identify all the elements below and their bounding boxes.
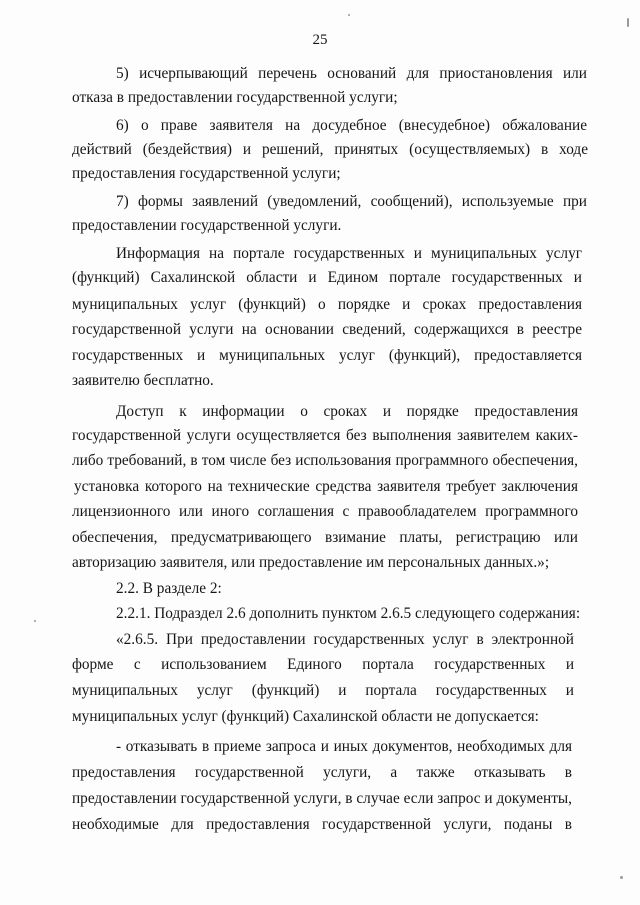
text-line: Доступ к информации о сроках и порядке предоставления	[116, 403, 578, 420]
text-line: установка которого на технические средства заявителя требует заключения	[74, 478, 578, 495]
text-line: Информация на портале государственных и муниципальных услуг	[116, 245, 582, 262]
text-line: муниципальных услуг (функций) о порядке и сроках предоставления	[72, 296, 582, 313]
text-line: государственной услуги осуществляется без выполнения заявителем каких-	[72, 427, 578, 444]
scan-speck	[34, 620, 36, 622]
text-line: действий (бездействия) и решений, принятых (осуществляемых) в ходе	[72, 141, 588, 158]
scan-speck	[620, 876, 623, 879]
scan-speck	[627, 18, 629, 27]
text-line: предоставления государственной услуги, а также отказывать в	[72, 764, 572, 781]
text-line: необходимые для предоставления государственной услуги, поданы в	[72, 816, 572, 833]
text-line: 2.2. В разделе 2:	[116, 580, 222, 597]
text-line: 7) формы заявлений (уведомлений, сообщений), используемые при	[116, 193, 587, 210]
text-line: отказа в предоставлении государственной услуги;	[72, 89, 398, 106]
text-line: форме с использованием Единого портала государственных и	[72, 656, 574, 673]
text-line: предоставлении государственной услуги, в случае если запрос и документы,	[72, 790, 572, 807]
text-line: «2.6.5. При предоставлении государственных услуг в электронной	[116, 631, 574, 648]
text-line: заявителю бесплатно.	[72, 372, 214, 389]
text-line: - отказывать в приеме запроса и иных документов, необходимых для	[116, 738, 572, 755]
text-line: либо требований, в том числе без использования программного обеспечения,	[72, 452, 578, 469]
text-line: предоставления государственной услуги;	[72, 165, 341, 182]
text-line: муниципальных услуг (функций) и портала государственных и	[72, 682, 574, 699]
scan-speck	[348, 14, 350, 16]
text-line: государственных и муниципальных услуг (функций), предоставляется	[72, 347, 582, 364]
page-number: 25	[312, 32, 328, 48]
text-line: 2.2.1. Подраздел 2.6 дополнить пунктом 2.6.5 следующего содержания:	[116, 605, 581, 622]
text-line: предоставлении государственной услуги.	[72, 217, 342, 234]
text-line: 5) исчерпывающий перечень оснований для приостановления или	[116, 65, 587, 82]
text-line: авторизацию заявителя, или предоставление им персональных данных.»;	[72, 554, 550, 571]
text-line: 6) о праве заявителя на досудебное (внесудебное) обжалование	[116, 117, 587, 134]
text-line: лицензионного или иного соглашения с правообладателем программного	[72, 503, 578, 520]
text-line: государственной услуги на основании сведений, содержащихся в реестре	[72, 321, 582, 338]
text-line: муниципальных услуг (функций) Сахалинской области не допускается:	[72, 708, 539, 725]
text-line: обеспечения, предусматривающего взимание платы, регистрацию или	[72, 529, 578, 546]
text-line: (функций) Сахалинской области и Едином портале государственных и	[72, 269, 582, 286]
